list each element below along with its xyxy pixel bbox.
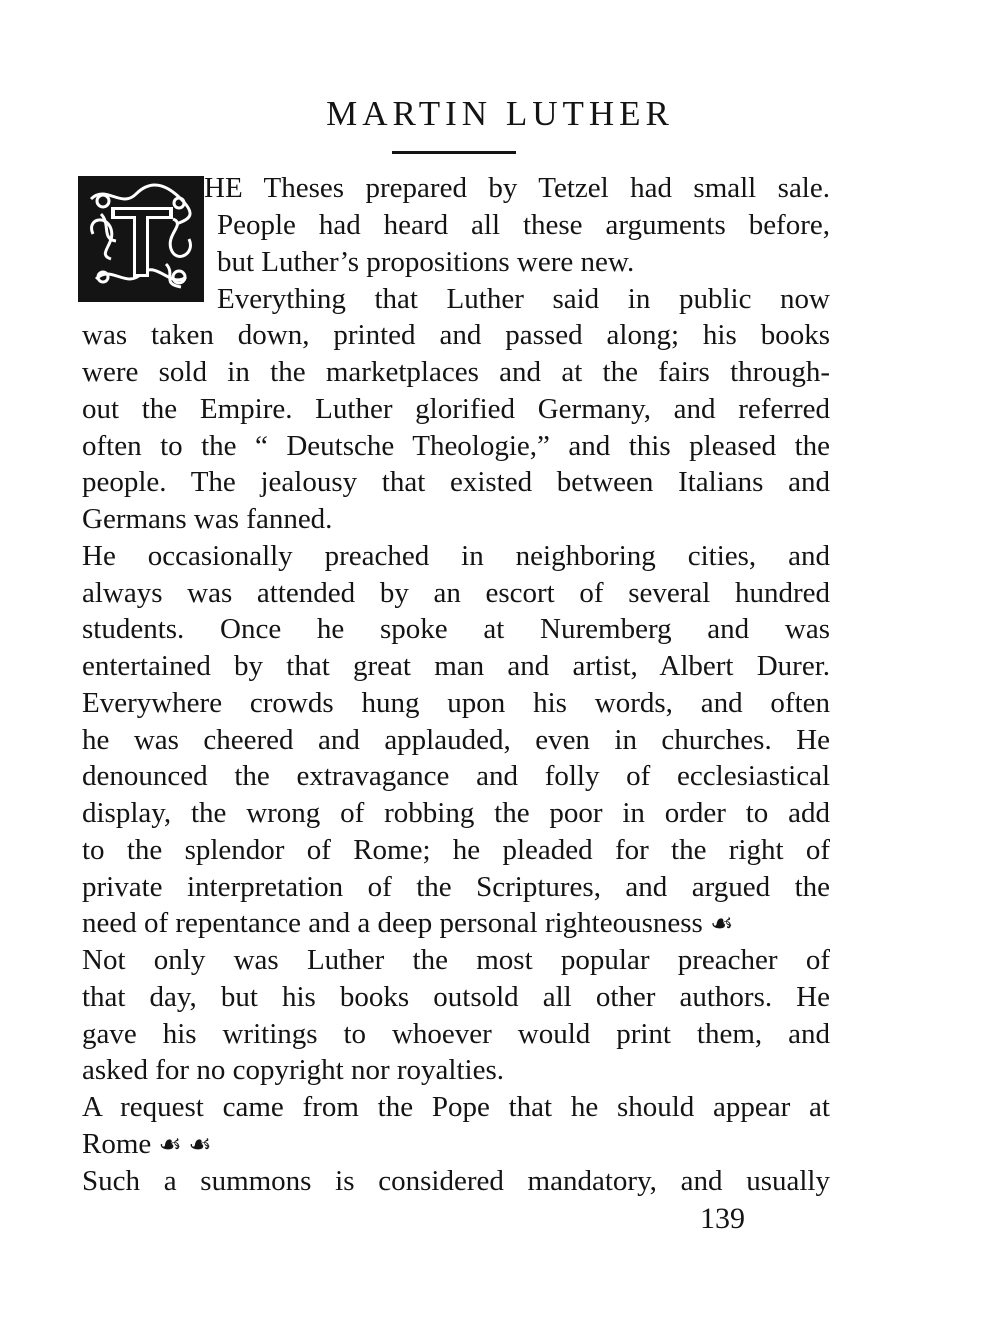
text-line: he was cheered and applauded, even in churches. He [82, 724, 830, 756]
text-line: Not only was Luther the most popular preacher of [82, 944, 830, 976]
text-line: to the splendor of Rome; he pleaded for the right of [82, 834, 830, 866]
text-line: always was attended by an escort of several hundred [82, 577, 830, 609]
text-line [82, 1126, 830, 1163]
ornamental-initial-icon [81, 179, 201, 299]
text-line: asked for no copyright nor royalties. [82, 1054, 505, 1086]
text-line: that day, but his books outsold all other authors. He [82, 981, 830, 1013]
text-line: Everything that Luther said in public now [217, 283, 830, 315]
text-line: display, the wrong of robbing the poor in order to add [82, 797, 830, 829]
text-line: entertained by that great man and artist, Albert Durer. [82, 650, 830, 682]
text-line: was taken down, printed and passed along; his books [82, 319, 830, 351]
running-head: MARTIN LUTHER [326, 94, 674, 133]
text-line-content: Rome [82, 1128, 152, 1160]
text-line: Such a summons is considered mandatory, and usually [82, 1165, 830, 1197]
fleuron-ornament: ☙ [710, 909, 734, 938]
fleuron-ornament: ☙ ☙ [158, 1130, 212, 1159]
text-line: Everywhere crowds hung upon his words, and often [82, 687, 830, 719]
text-line: often to the “ Deutsche Theologie,” and this pleased the [82, 430, 830, 462]
text-line: people. The jealousy that existed between Italians and [82, 466, 830, 498]
text-line: out the Empire. Luther glorified Germany, and referred [82, 393, 830, 425]
text-line: private interpretation of the Scriptures, and argued the [82, 871, 830, 903]
text-line: students. Once he spoke at Nuremberg and was [82, 613, 830, 645]
text-line: were sold in the marketplaces and at the fairs through- [82, 356, 830, 388]
text-line: He occasionally preached in neighboring cities, and [82, 540, 830, 572]
page-number: 139 [700, 1202, 745, 1235]
drop-cap-initial [78, 176, 204, 302]
text-line: Germans was fanned. [82, 503, 333, 535]
text-line-content: need of repentance and a deep personal righteousness [82, 907, 703, 939]
title-rule [392, 151, 516, 154]
text-line: gave his writings to whoever would print them, and [82, 1018, 830, 1050]
text-line: People had heard all these arguments before, [217, 209, 830, 241]
text-line: denounced the extravagance and folly of ecclesiastical [82, 760, 830, 792]
text-line: HE Theses prepared by Tetzel had small sale. [204, 172, 830, 204]
text-line: but Luther’s propositions were new. [217, 246, 635, 278]
text-line [82, 905, 830, 942]
text-line: A request came from the Pope that he should appear at [82, 1091, 830, 1123]
